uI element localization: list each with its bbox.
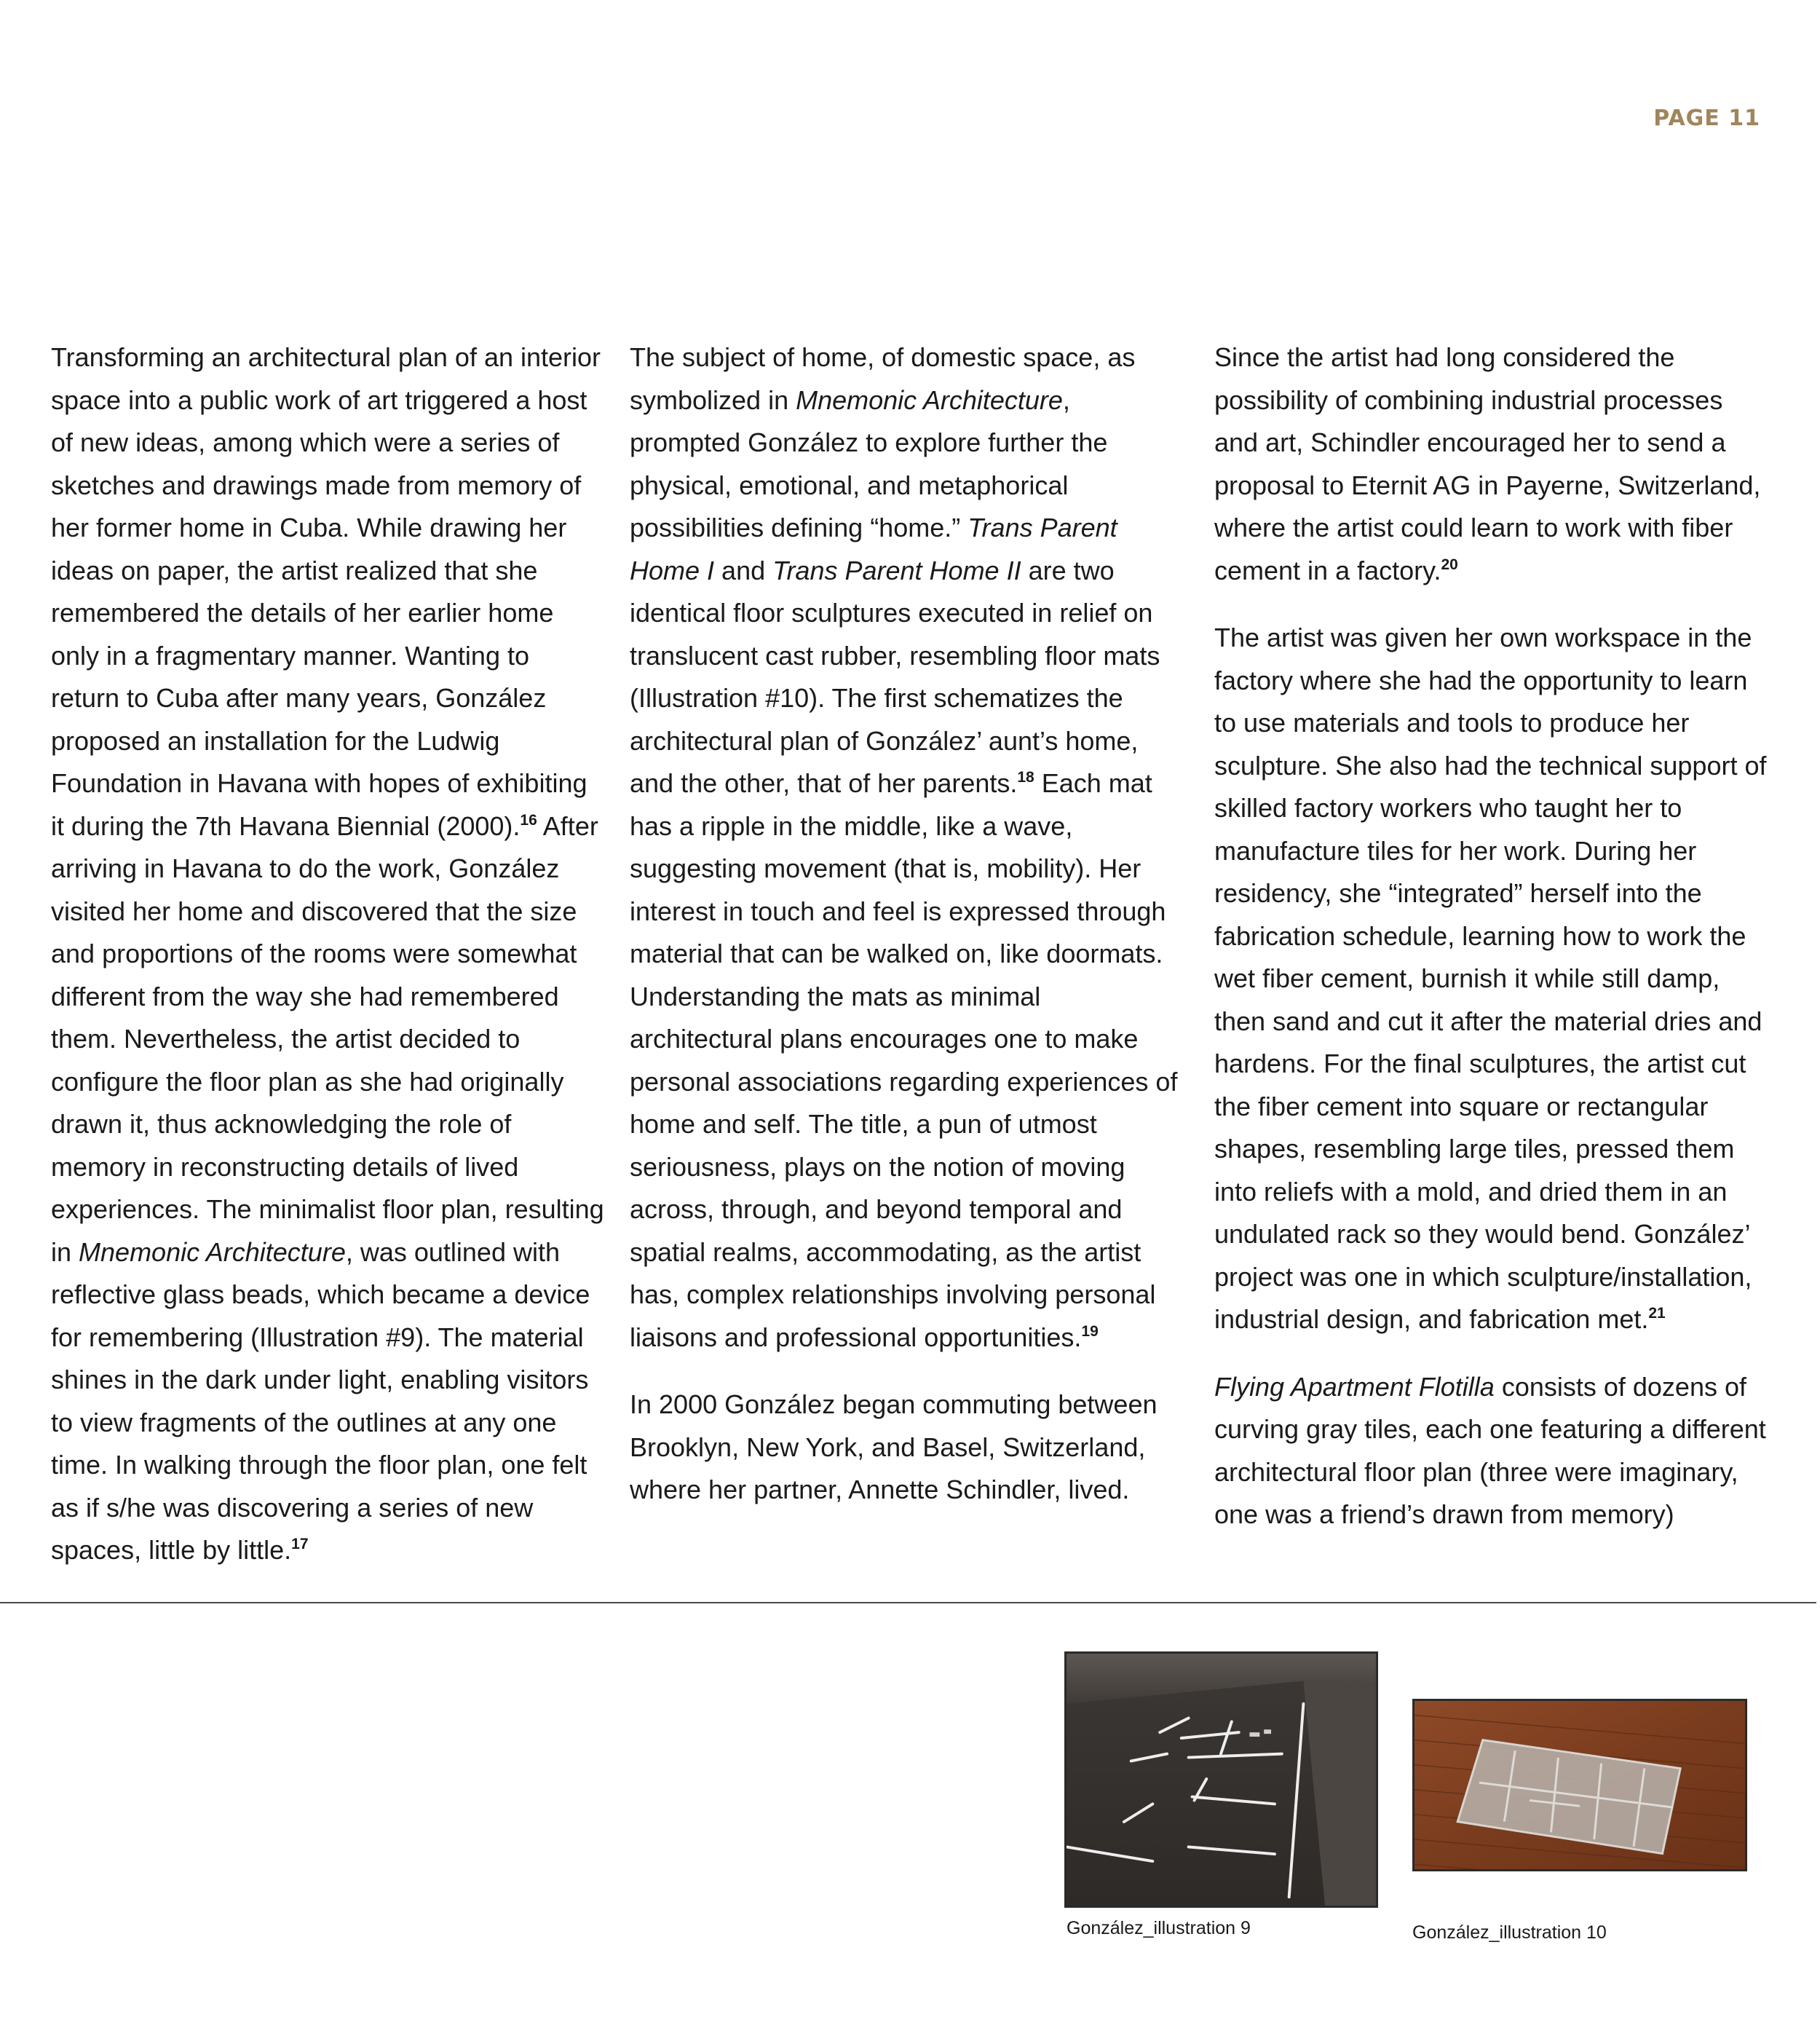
body-paragraph: [51, 336, 604, 1572]
text-column-1: [51, 336, 604, 1572]
illustration-10-caption: González_illustration 10: [1412, 1922, 1607, 1943]
text-run: , was outlined with reflective glass beads, which became a device for remembering (Illustration #9). The material shines in the dark under light, enabling visitors to view fragments of the outlines at any one time. In walking through the floor plan, one felt as if s/he was discovering a series of new spaces, little by little.: [51, 1236, 590, 1565]
italic-title: Trans Parent Home II: [772, 555, 1021, 585]
text-column-2: [630, 336, 1183, 1512]
text-run: Since the artist had long considered the possibility of combining industrial processes and art, Schindler encouraged her to send a proposal to Eternit AG in Payerne, Switzerland, where the artist could learn to work with fiber cement in a factory.: [1214, 342, 1761, 585]
rubber-mat-on-wood-floor-photo-icon: [1415, 1701, 1745, 1869]
body-paragraph: [630, 1384, 1183, 1512]
text-run: and: [714, 555, 773, 585]
text-run: Each mat has a ripple in the middle, like a wave, suggesting movement (that is, mobility). Her interest in touch and feel is expressed through material that can be walked on, like doormats. Understanding the mats as minimal architectural plans encourages one to make personal associations regarding experiences of home and self. The title, a pun of utmost seriousness, plays on the notion of moving across, through, and beyond temporal and spatial realms, accommodating, as the artist has, complex relationships involving personal liaisons and professional opportunities.: [630, 768, 1178, 1352]
footnote-ref: 17: [291, 1536, 309, 1552]
italic-title: Trans Parent Home I: [630, 513, 1117, 585]
footnote-ref: 16: [520, 811, 537, 829]
floor-plan-installation-photo-icon: [1067, 1654, 1376, 1906]
footnote-ref: 21: [1648, 1305, 1666, 1322]
body-paragraph: [1214, 617, 1768, 1341]
italic-title: Mnemonic Architecture: [796, 384, 1063, 415]
illustration-9-photo: [1064, 1651, 1378, 1908]
divider-rule: [0, 1602, 1816, 1603]
illustration-10-photo: [1412, 1699, 1747, 1871]
text-run: are two identical floor sculptures executed in relief on translucent cast rubber, resembling floor mats (Illustration #10). The first schematizes the architectural plan of González’ aunt’s home, and the other, that of her parents.: [630, 555, 1160, 798]
text-run: The subject of home, of domestic space, as symbolized in: [630, 342, 1136, 415]
footnote-ref: 19: [1081, 1322, 1099, 1340]
italic-title: Mnemonic Architecture: [79, 1236, 346, 1267]
body-paragraph: [1214, 336, 1768, 592]
footnote-ref: 20: [1441, 556, 1458, 573]
text-run: consists of dozens of curving gray tiles, each one featuring a different architectural floor plan (three were imaginary, one was a friend’s drawn from memory): [1214, 1371, 1766, 1529]
body-paragraph: [1214, 1366, 1768, 1536]
text-run: After arriving in Havana to do the work, González visited her home and discovered that the size and proportions of the rooms were somewhat different from the way she had remembered them. Nevertheless, the artist decided to configure the floor plan as she had originally drawn it, thus acknowledging the role of memory in reconstructing details of lived experiences. The minimalist floor plan, resulting in: [51, 810, 604, 1267]
text-run: In 2000 González began commuting between Brooklyn, New York, and Basel, Switzerland, where her partner, Annette Schindler, lived.: [630, 1389, 1158, 1504]
footnote-ref: 18: [1017, 769, 1034, 786]
text-run: Transforming an architectural plan of an interior space into a public work of art triggered a host of new ideas, among which were a series of sketches and drawings made from memory of her former home in Cuba. While drawing her ideas on paper, the artist realized that she remembered the details of her earlier home only in a fragmentary manner. Wanting to return to Cuba after many years, González proposed an installation for the Ludwig Foundation in Havana with hopes of exhibiting it during the 7th Havana Biennial (2000).: [51, 342, 601, 841]
illustration-9-caption: González_illustration 9: [1067, 1918, 1251, 1938]
italic-title: Flying Apartment Flotilla: [1214, 1371, 1495, 1402]
text-run: , prompted González to explore further the physical, emotional, and metaphorical possibilities defining “home.”: [630, 384, 1108, 542]
text-column-3: [1214, 336, 1768, 1536]
page-number: PAGE 11: [1653, 106, 1760, 131]
text-run: The artist was given her own workspace in the factory where she had the opportunity to learn to use materials and tools to produce her sculpture. She also had the technical support of skilled factory workers who taught her to manufacture tiles for her work. During her residency, she “integrated” herself into the fabrication schedule, learning how to work the wet fiber cement, burnish it while still damp, then sand and cut it after the material dries and hardens. For the final sculptures, the artist cut the fiber cement into square or rectangular shapes, resembling large tiles, pressed them into reliefs with a mold, and dried them in an undulated rack so they would bend. González’ project was one in which sculpture/installation, industrial design, and fabrication met.: [1214, 623, 1767, 1334]
body-paragraph: [630, 336, 1183, 1359]
